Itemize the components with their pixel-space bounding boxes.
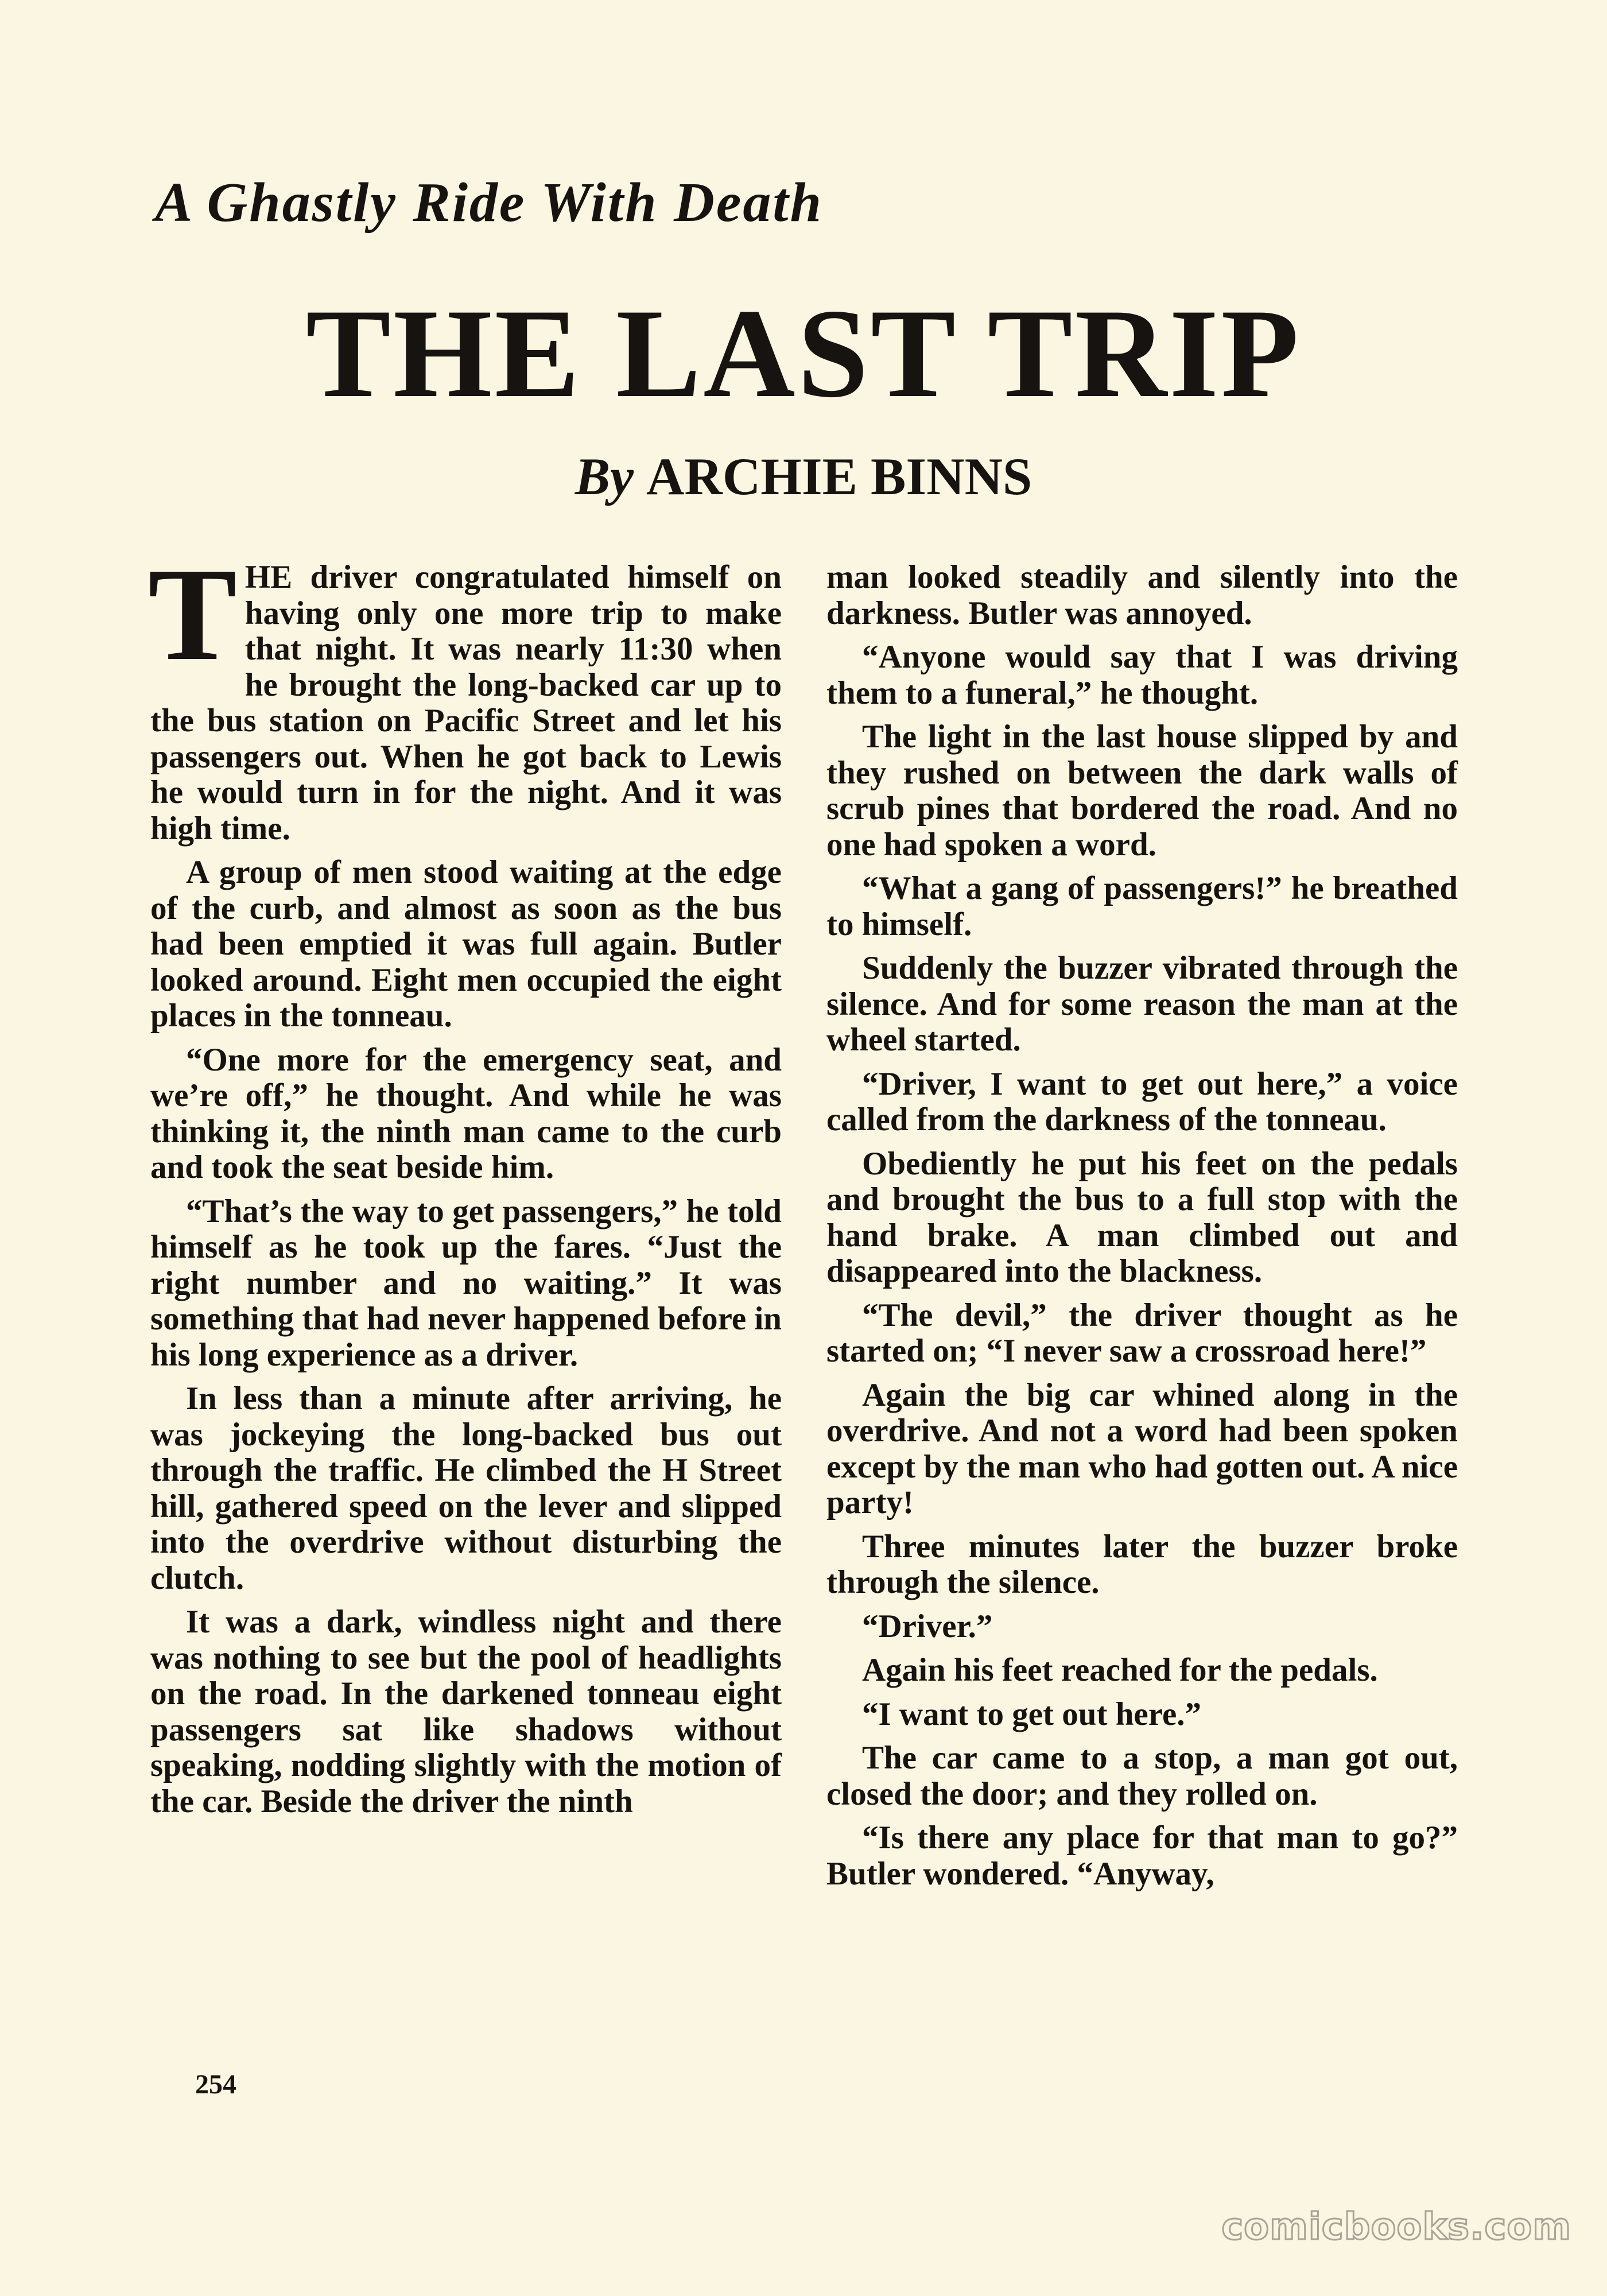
- paragraph: “Anyone would say that I was driving them to a funeral,” he thought.: [826, 639, 1458, 711]
- paragraph: Again the big car whined along in the overdrive. And not a word had been spoken except by the man who had gotten out. A nice party!: [826, 1376, 1458, 1521]
- byline-author: ARCHIE BINNS: [646, 447, 1032, 506]
- story-kicker: A Ghastly Ride With Death: [155, 172, 824, 234]
- paragraph: “Driver.”: [862, 1608, 993, 1645]
- paragraph: It was a dark, windless night and there was nothing to see but the pool of headlights on the road. In the darkened tonneau eight passengers sat like shadows without speaking, nodding slightly with the motion of the car. Beside the driver the ninth: [150, 1604, 782, 1820]
- paragraph: “Is there any place for that man to go?” Butler wondered. “Anyway,: [826, 1820, 1458, 1892]
- paragraph: Three minutes later the buzzer broke through the silence.: [826, 1528, 1458, 1600]
- story-title: THE LAST TRIP: [305, 283, 1302, 424]
- drop-cap: T: [148, 541, 237, 688]
- paragraph: “The devil,” the driver thought as he started on; “I never saw a crossroad here!”: [826, 1297, 1458, 1369]
- paragraph: Again his feet reached for the pedals.: [862, 1652, 1378, 1688]
- paragraph: “One more for the emergency seat, and we’re off,” he thought. And while he was thinking it, the ninth man came to the curb and took the seat beside him.: [150, 1041, 782, 1185]
- paragraph: In less than a minute after arriving, he was jockeying the long-backed bus out through the traffic. He climbed the H Street hill, gathered speed on the lever and slipped into the overdrive without disturbing the clutch.: [150, 1380, 782, 1596]
- paragraph: A group of men stood waiting at the edge of the curb, and almost as soon as the bus had been emptied it was full again. Butler looked around. Eight men occupied the eight places in the tonneau.: [150, 854, 782, 1034]
- paragraph: man looked steadily and silently into the darkness. Butler was annoyed.: [826, 559, 1458, 631]
- paragraph: “What a gang of passengers!” he breathed to himself.: [826, 870, 1458, 943]
- paragraph: The car came to a stop, a man got out, closed the door; and they rolled on.: [826, 1740, 1458, 1812]
- paragraph: Suddenly the buzzer vibrated through the silence. And for some reason the man at the wheel started.: [826, 950, 1458, 1058]
- right-column: [826, 560, 1458, 1900]
- byline-by: By: [575, 447, 634, 506]
- paragraph: Obediently he put his feet on the pedals and brought the bus to a full stop with the hand brake. A man climbed out and disappeared into the blackness.: [826, 1145, 1458, 1289]
- paragraph: “Driver, I want to get out here,” a voice called from the darkness of the tonneau.: [826, 1065, 1458, 1138]
- paragraph: “That’s the way to get passengers,” he told himself as he took up the fares. “Just the right number and no waiting.” It was something that had never happened before in his long experience as a driver.: [150, 1193, 782, 1373]
- paragraph: “I want to get out here.”: [862, 1696, 1202, 1732]
- page-number: 254: [195, 2069, 236, 2100]
- paragraph: THE driver congratulated himself on having only one more trip to make that night. It was nearly 11:30 when he brought the long-backed car up to the bus station on Pacific Street and let his passengers out. When he got back to Lewis he would turn in for the night. And it was high time.: [148, 541, 782, 847]
- watermark-text: comicbooks.com: [1221, 2206, 1571, 2248]
- paragraph: The light in the last house slipped by and they rushed on between the dark walls of scrub pines that bordered the road. And no one had spoken a word.: [826, 719, 1458, 863]
- byline: [0, 448, 1607, 506]
- left-column: [148, 541, 782, 1828]
